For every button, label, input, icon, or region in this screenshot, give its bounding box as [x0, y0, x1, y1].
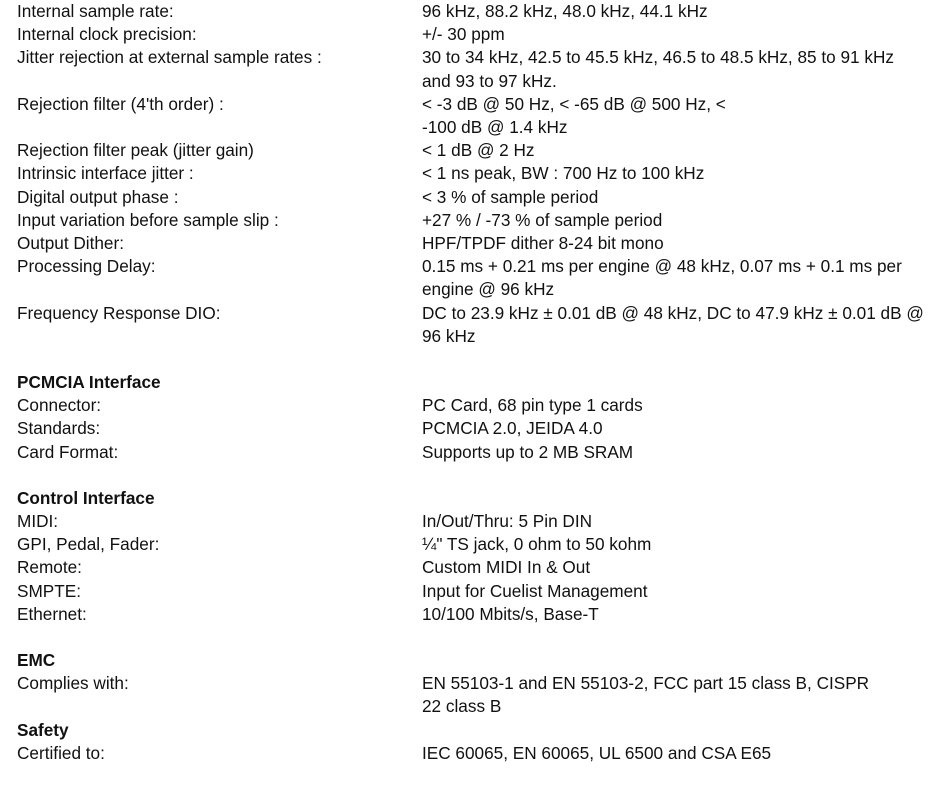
spec-label: Remote:: [17, 557, 82, 578]
spec-value: 96 kHz, 88.2 kHz, 48.0 kHz, 44.1 kHz: [422, 1, 708, 21]
spec-value: ¼" TS jack, 0 ohm to 50 kohm: [422, 534, 652, 555]
spec-row-digital-output-phase: [17, 186, 932, 209]
section-heading: PCMCIA Interface: [17, 372, 161, 393]
spec-value: HPF/TPDF dither 8-24 bit mono: [422, 233, 664, 254]
spec-value: Custom MIDI In & Out: [422, 557, 591, 578]
spec-row-output-dither: [17, 232, 932, 255]
spec-value: PC Card, 68 pin type 1 cards: [422, 395, 643, 416]
spec-row-smpte: [17, 580, 932, 603]
spec-label: Card Format:: [17, 441, 119, 462]
spec-value: +27 % / -73 % of sample period: [422, 209, 663, 230]
section-emc: [17, 649, 932, 719]
spec-value: < 1 ns peak, BW : 700 Hz to 100 kHz: [422, 163, 705, 184]
spec-label: Jitter rejection at external sample rates :: [17, 47, 322, 68]
spec-row-connector: [17, 394, 932, 417]
spec-row-jitter-rejection: [17, 46, 932, 92]
spec-label: Internal sample rate:: [17, 1, 174, 21]
spec-value: IEC 60065, EN 60065, UL 6500 and CSA E65: [422, 742, 772, 763]
spec-row-processing-delay: [17, 255, 932, 301]
spec-value: +/- 30 ppm: [422, 24, 505, 45]
spec-row-internal-sample-rate: [17, 0, 932, 23]
spec-label: Frequency Response DIO:: [17, 302, 221, 323]
spec-value: PCMCIA 2.0, JEIDA 4.0: [422, 418, 603, 439]
spec-label: GPI, Pedal, Fader:: [17, 534, 160, 555]
spec-value: Input for Cuelist Management: [422, 580, 648, 601]
spec-label: Ethernet:: [17, 603, 87, 624]
spec-label: Rejection filter (4'th order) :: [17, 93, 224, 114]
spec-label: Standards:: [17, 418, 101, 439]
spec-label: Complies with:: [17, 673, 129, 694]
section-heading: Control Interface: [17, 487, 155, 508]
spec-label: Digital output phase :: [17, 186, 179, 207]
spec-row-card-format: [17, 441, 932, 464]
spec-value: < 1 dB @ 2 Hz: [422, 140, 535, 161]
spec-sheet: [17, 0, 932, 765]
spec-value: < 3 % of sample period: [422, 186, 599, 207]
spec-value: < -3 dB @ 50 Hz, < -65 dB @ 500 Hz, < -100 dB @ 1.4 kHz: [422, 93, 726, 138]
spec-label: Certified to:: [17, 742, 105, 763]
section-heading: Safety: [17, 719, 69, 740]
spec-row-midi: [17, 510, 932, 533]
spec-row-internal-clock-precision: [17, 23, 932, 46]
spec-row-rejection-filter: [17, 93, 932, 139]
spec-label: Connector:: [17, 395, 102, 416]
spec-label: Processing Delay:: [17, 256, 156, 277]
spec-value: Supports up to 2 MB SRAM: [422, 441, 634, 462]
spec-row-standards: [17, 417, 932, 440]
section-control-interface: [17, 487, 932, 626]
spec-label: SMPTE:: [17, 580, 81, 601]
spec-row-certified-to: [17, 742, 932, 765]
spec-row-ethernet: [17, 603, 932, 626]
section-heading: EMC: [17, 650, 56, 671]
section-safety: [17, 719, 932, 765]
spec-label: Output Dither:: [17, 233, 124, 254]
spec-value: In/Out/Thru: 5 Pin DIN: [422, 511, 593, 532]
spec-value: 0.15 ms + 0.21 ms per engine @ 48 kHz, 0.07 ms + 0.1 ms per engine @ 96 kHz: [422, 256, 902, 300]
spec-row-gpi-pedal-fader: [17, 533, 932, 556]
spec-row-remote: [17, 556, 932, 579]
spec-label: Internal clock precision:: [17, 24, 197, 45]
spec-value: 30 to 34 kHz, 42.5 to 45.5 kHz, 46.5 to 48.5 kHz, 85 to 91 kHz and 93 to 97 kHz.: [422, 47, 894, 91]
section-pcmcia: [17, 371, 932, 464]
spec-value: DC to 23.9 kHz ± 0.01 dB @ 48 kHz, DC to 47.9 kHz ± 0.01 dB @ 96 kHz: [422, 302, 924, 346]
spec-value: 10/100 Mbits/s, Base-T: [422, 603, 599, 624]
spec-label: Rejection filter peak (jitter gain): [17, 140, 254, 161]
spec-row-complies-with: [17, 672, 932, 718]
spec-row-rejection-filter-peak: [17, 139, 932, 162]
spec-label: Intrinsic interface jitter :: [17, 163, 194, 184]
spec-label: Input variation before sample slip :: [17, 209, 279, 230]
spec-row-frequency-response: [17, 302, 932, 348]
spec-row-intrinsic-jitter: [17, 162, 932, 185]
spec-value: EN 55103-1 and EN 55103-2, FCC part 15 class B, CISPR 22 class B: [422, 673, 870, 717]
spec-label: MIDI:: [17, 511, 59, 532]
spec-row-input-variation: [17, 209, 932, 232]
